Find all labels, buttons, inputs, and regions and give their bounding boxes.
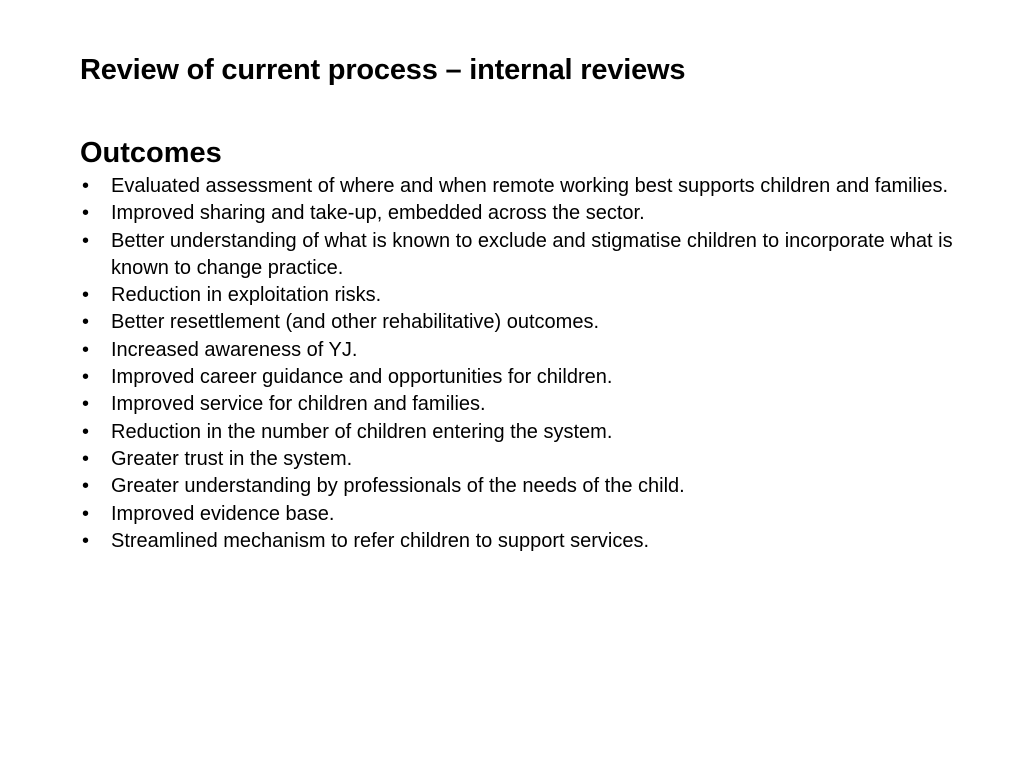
bullet-item xyxy=(80,364,960,391)
bullet-text: Greater trust in the system. xyxy=(111,447,353,470)
bullet-text: Improved service for children and families. xyxy=(111,393,486,416)
bullet-icon: • xyxy=(82,502,90,525)
bullet-icon: • xyxy=(82,393,90,416)
bullet-text: Improved career guidance and opportunities for children. xyxy=(111,366,613,389)
bullet-text: Streamlined mechanism to refer children to support services. xyxy=(111,529,650,552)
bullet-text: Reduction in exploitation risks. xyxy=(111,284,382,307)
bullet-icon: • xyxy=(82,420,90,443)
bullet-item xyxy=(80,419,960,446)
bullet-icon: • xyxy=(82,475,90,498)
bullet-icon: • xyxy=(82,529,90,552)
bullet-icon: • xyxy=(82,229,90,252)
bullet-item xyxy=(80,501,960,528)
bullet-item xyxy=(80,200,960,227)
bullet-icon: • xyxy=(82,338,90,361)
bullet-text: Increased awareness of YJ. xyxy=(111,338,358,361)
outcomes-bullet-list xyxy=(80,173,960,555)
bullet-item xyxy=(80,309,960,336)
bullet-icon: • xyxy=(82,447,90,470)
bullet-item xyxy=(80,282,960,309)
section-heading-outcomes: Outcomes xyxy=(80,137,222,169)
bullet-item xyxy=(80,473,960,500)
bullet-text: Better resettlement (and other rehabilitative) outcomes. xyxy=(111,311,600,334)
bullet-item xyxy=(80,446,960,473)
slide-title: Review of current process – internal reviews xyxy=(80,54,686,86)
bullet-text: Improved sharing and take-up, embedded across the sector. xyxy=(111,202,645,225)
bullet-item xyxy=(80,391,960,418)
bullet-text: Evaluated assessment of where and when remote working best supports children and families. xyxy=(111,175,949,197)
bullet-text: Greater understanding by professionals of the needs of the child. xyxy=(111,475,685,498)
bullet-text: Better understanding of what is known to exclude and stigmatise children to incorporate what is known to change practice. xyxy=(111,229,953,279)
bullet-icon: • xyxy=(82,311,90,334)
bullet-icon: • xyxy=(82,202,90,225)
bullet-item xyxy=(80,228,960,283)
bullet-icon: • xyxy=(82,175,90,197)
bullet-icon: • xyxy=(82,366,90,389)
bullet-icon: • xyxy=(82,284,90,307)
bullet-text: Reduction in the number of children entering the system. xyxy=(111,420,613,443)
bullet-item xyxy=(80,528,960,555)
bullet-item xyxy=(80,173,960,200)
bullet-text: Improved evidence base. xyxy=(111,502,335,525)
bullet-item xyxy=(80,337,960,364)
